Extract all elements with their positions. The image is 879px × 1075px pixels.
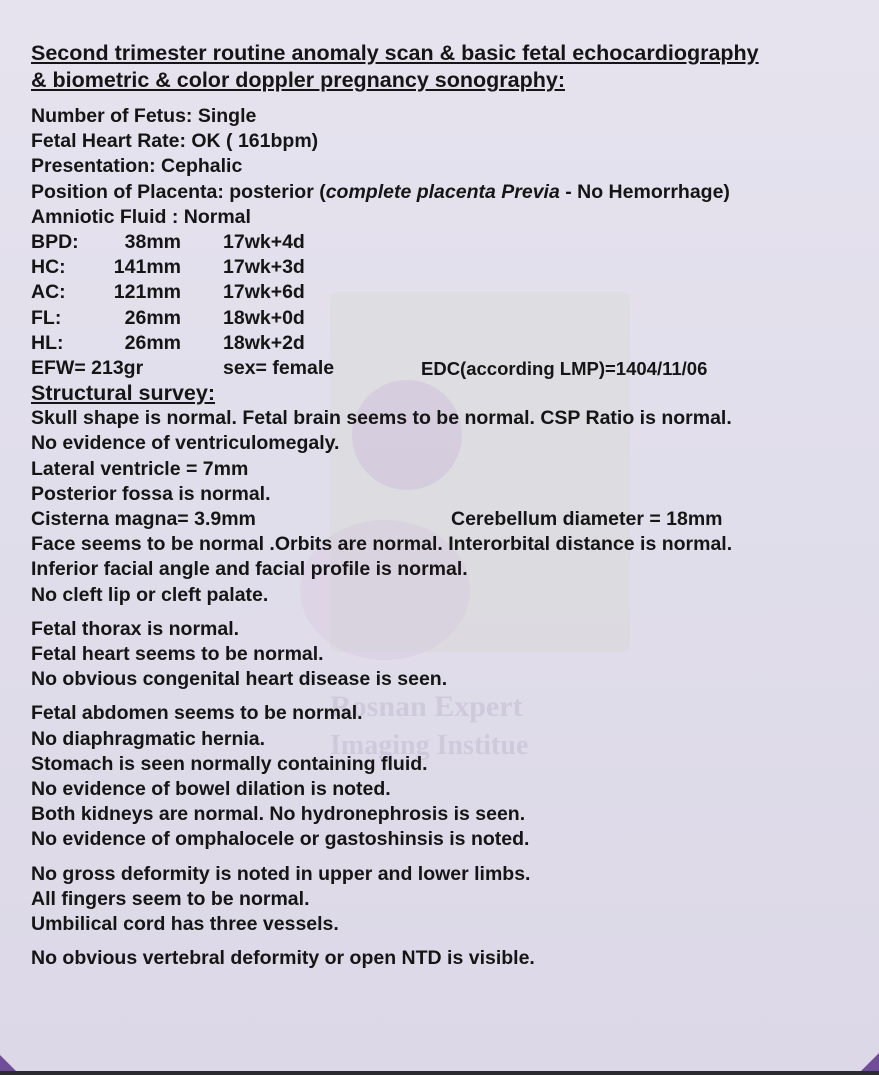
- finding-line: No obvious congenital heart disease is seen.: [31, 668, 448, 691]
- report-title: Second trimester routine anomaly scan & basic fetal echocardiography & biometric & color doppler pregnancy sonography:: [31, 41, 759, 92]
- finding-line: Umbilical cord has three vessels.: [31, 913, 339, 936]
- watermark-text: Rosnan Expert: [330, 690, 523, 723]
- finding-line: Fetal thorax is normal.: [31, 617, 240, 640]
- finding-line: Fetal heart seems to be normal.: [31, 643, 324, 666]
- fetal-heart-rate: Fetal Heart Rate: OK ( 161bpm): [31, 130, 319, 153]
- page-corner-decoration: [0, 1055, 16, 1071]
- report-content: [31, 40, 871, 972]
- finding-line: No obvious vertebral deformity or open NTD is visible.: [31, 947, 535, 970]
- efw-row: [31, 356, 871, 381]
- finding-line: Skull shape is normal. Fetal brain seems to be normal. CSP Ratio is normal.: [31, 407, 732, 430]
- finding-line: Face seems to be normal .Orbits are normal. Interorbital distance is normal.: [31, 533, 733, 556]
- finding-line: No gross deformity is noted in upper and lower limbs.: [31, 862, 531, 885]
- edc-value: EDC(according LMP)=1404/11/06: [421, 358, 708, 380]
- structural-survey-heading: Structural survey:: [31, 381, 216, 406]
- biometry-row: HL: 26mm 18wk+2d: [31, 331, 305, 354]
- watermark-text: Imaging Institue: [330, 730, 529, 761]
- general-findings: [31, 104, 871, 972]
- fetal-sex: sex= female: [223, 357, 335, 380]
- efw-value: EFW= 213gr: [31, 357, 144, 380]
- finding-line: No evidence of omphalocele or gastoshinsis is noted.: [31, 828, 530, 851]
- biometry-row: AC: 121mm 17wk+6d: [31, 281, 305, 304]
- finding-line: Inferior facial angle and facial profile is normal.: [31, 558, 468, 581]
- page-corner-decoration: [861, 1053, 879, 1071]
- finding-line: Fetal abdomen seems to be normal.: [31, 702, 363, 725]
- biometry-row: HC: 141mm 17wk+3d: [31, 256, 305, 279]
- fetus-count: Number of Fetus: Single: [31, 105, 257, 127]
- cerebellum-diameter: Cerebellum diameter = 18mm: [451, 508, 723, 531]
- finding-line: No evidence of bowel dilation is noted.: [31, 778, 391, 801]
- finding-line: Lateral ventricle = 7mm: [31, 457, 249, 480]
- finding-line: Stomach is seen normally containing fluid.: [31, 752, 428, 775]
- biometry-row: FL: 26mm 18wk+0d: [31, 306, 305, 329]
- finding-line: No cleft lip or cleft palate.: [31, 583, 269, 606]
- finding-line: All fingers seem to be normal.: [31, 887, 310, 910]
- biometry-row: BPD: 38mm 17wk+4d: [31, 231, 305, 254]
- finding-line: Both kidneys are normal. No hydronephrosis is seen.: [31, 803, 526, 826]
- placenta-position: Position of Placenta: posterior (complete placenta Previa - No Hemorrhage): [31, 180, 730, 203]
- finding-line: Posterior fossa is normal.: [31, 482, 271, 505]
- finding-line: No evidence of ventriculomegaly.: [31, 432, 340, 455]
- finding-line: No diaphragmatic hernia.: [31, 727, 266, 750]
- cisterna-magna: Cisterna magna= 3.9mm: [31, 508, 256, 531]
- presentation: Presentation: Cephalic: [31, 155, 243, 178]
- finding-line: [31, 507, 871, 532]
- amniotic-fluid: Amniotic Fluid : Normal: [31, 205, 251, 228]
